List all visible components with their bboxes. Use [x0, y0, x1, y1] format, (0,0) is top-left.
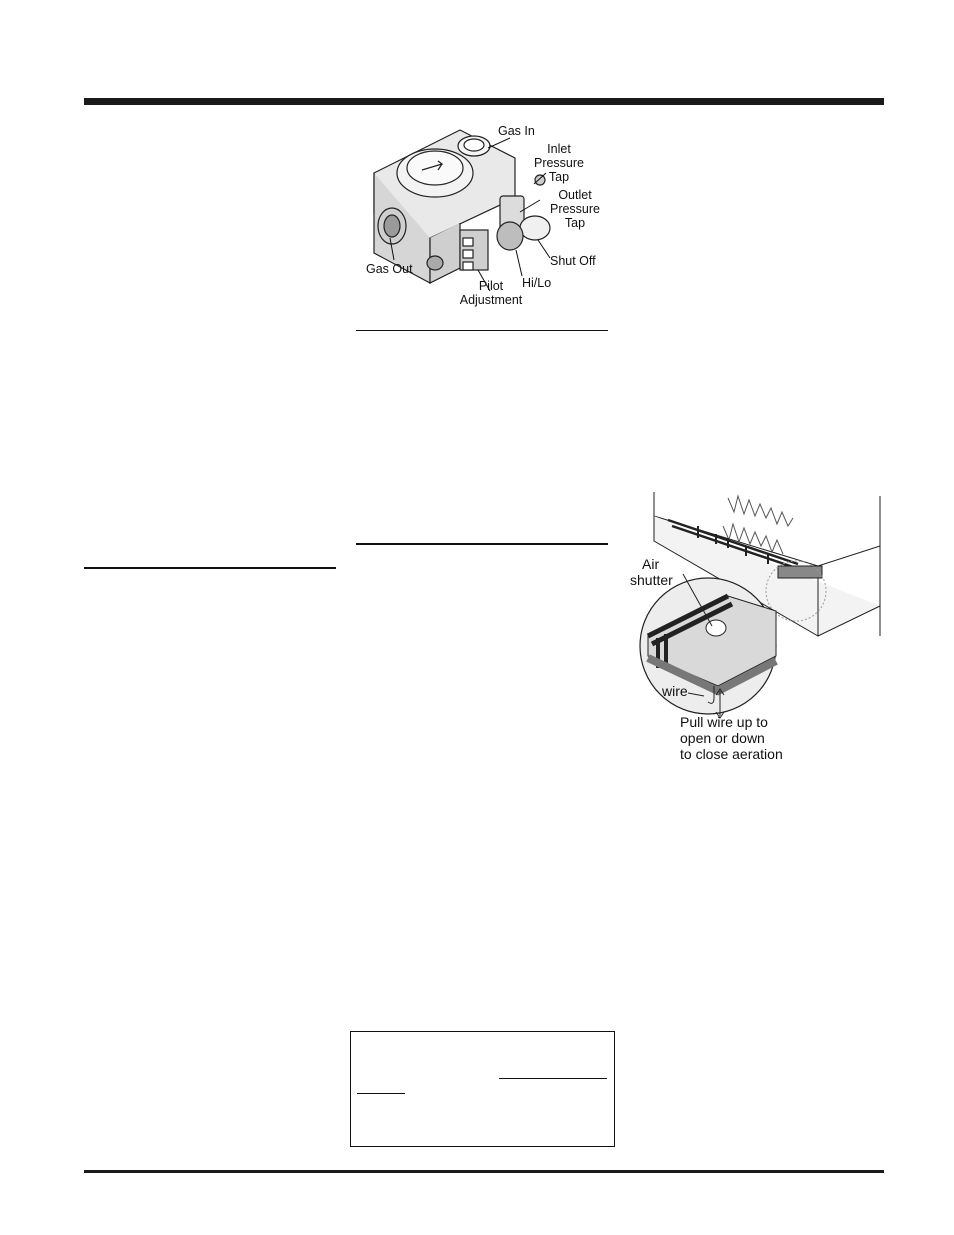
note-box-underline-1: [499, 1078, 607, 1079]
section-rule-middle: [356, 543, 608, 545]
air-shutter-figure: [628, 486, 884, 766]
note-box-underline-2: [357, 1093, 405, 1094]
gas-out-label: Gas Out: [366, 262, 413, 276]
inlet-pressure-tap-label: Inlet Pressure Tap: [533, 142, 585, 184]
outlet-pressure-tap-label: Outlet Pressure Tap: [549, 188, 601, 230]
gas-valve-figure: [350, 118, 610, 313]
wire-instruction-label: Pull wire up to open or down to close aeration: [680, 714, 783, 762]
header-rule: [84, 98, 884, 105]
note-box: [350, 1031, 615, 1147]
wire-label: wire: [662, 683, 688, 699]
air-shutter-label: Air shutter: [630, 556, 673, 588]
pilot-adjustment-label: Pilot Adjustment: [459, 279, 523, 307]
hi-lo-label: Hi/Lo: [522, 276, 552, 290]
figure-caption-rule: [356, 330, 608, 331]
section-rule-left: [84, 567, 336, 569]
shut-off-label: Shut Off: [550, 254, 596, 268]
footer-rule: [84, 1170, 884, 1173]
gas-in-label: Gas In: [498, 124, 535, 138]
